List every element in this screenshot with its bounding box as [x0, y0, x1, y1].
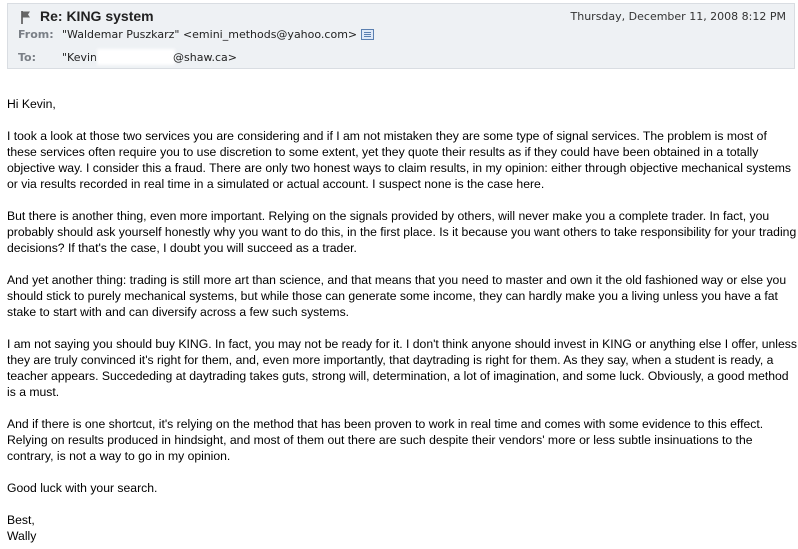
signature: Wally — [7, 529, 37, 543]
message-body — [7, 96, 797, 544]
to-label: To: — [18, 51, 36, 64]
recipient-domain[interactable]: @shaw.ca> — [173, 51, 237, 64]
body-paragraph-1: I took a look at those two services you are considering and if I am not mistaken they are some type of signal services. The problem is most of these services often require you to use discretion to some extent, yet they quote their results as if they could have been obtained in a totally objective way. I consider this a fraud. There are only two honest ways to claim results, in my opinion: either through objective mechanical systems or via results recorded in real time in a simulated or actual account. I suspect none is the case here. — [7, 129, 791, 191]
body-paragraph-3: And yet another thing: trading is still more art than science, and that means that you need to master and own it the old fashioned way or else you should stick to purely mechanical systems, but while those can generate some income, they can hardly make you a living unless you have a fat stake to start with and can diversify across a few such systems. — [7, 273, 787, 319]
from-label: From: — [18, 28, 54, 41]
message-header — [7, 3, 795, 69]
body-paragraph-4: I am not saying you should buy KING. In fact, you may not be ready for it. I don't think anyone should invest in KING or anything else I offer, unless they are truly convinced it's right for them, and, even more importantly, that daytrading is right for them. As they say, when a student is ready, a teacher appears. Succededing at daytrading takes guts, strong will, determination, a lot of imagination, and some luck. Obviously, a good method is a must. — [7, 337, 797, 399]
body-paragraph-5: And if there is one shortcut, it's relying on the method that has been proven to work in real time and comes with some evidence to this effect. Relying on results produced in hindsight, and most of them out there are such despite their vendors' more or less subtle insinuations to the contrary, is not a way to go in my opinion. — [7, 417, 764, 463]
message-subject: Re: KING system — [40, 8, 154, 24]
body-paragraph-6: Good luck with your search. — [7, 481, 158, 495]
message-date: Thursday, December 11, 2008 8:12 PM — [570, 10, 786, 23]
redacted-region — [99, 51, 173, 63]
to-row — [18, 51, 237, 64]
flag-icon[interactable] — [20, 10, 32, 24]
sender-address[interactable]: "Waldemar Puszkarz" <emini_methods@yahoo.com> — [62, 28, 358, 41]
recipient-name[interactable]: "Kevin — [62, 51, 98, 64]
greeting: Hi Kevin, — [7, 97, 56, 111]
closing: Best, — [7, 513, 35, 527]
address-card-icon[interactable] — [361, 29, 374, 40]
from-row — [18, 28, 374, 41]
body-paragraph-2: But there is another thing, even more important. Relying on the signals provided by others, will never make you a complete trader. In fact, you probably should ask yourself honestly why you want to do this, in the first place. Is it because you want others to take responsibility for your trading decisions? If that's the case, I doubt you will succeed as a trader. — [7, 209, 797, 255]
